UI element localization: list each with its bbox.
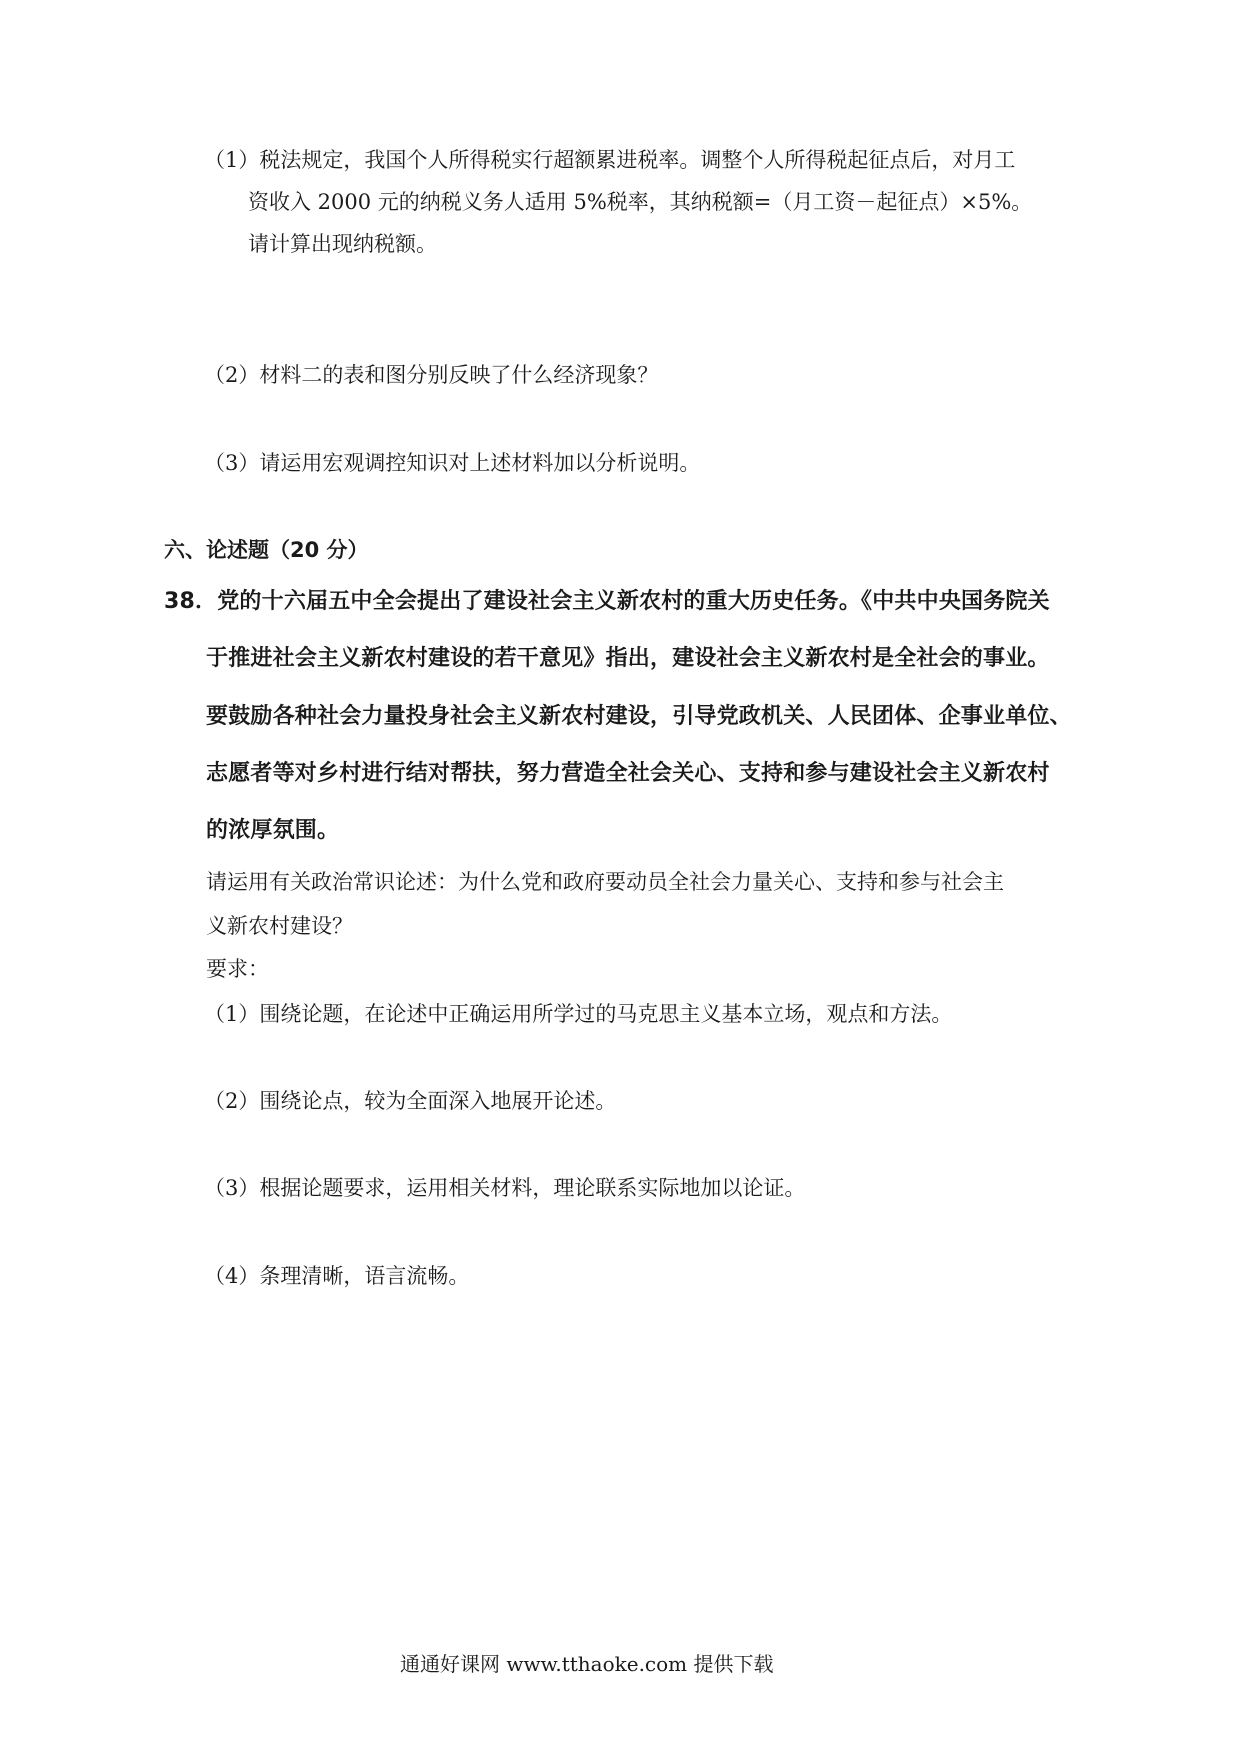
requirement-3: （3）根据论题要求，运用相关材料，理论联系实际地加以论证。: [204, 1176, 806, 1200]
page-footer: 通通好课网 www.tthaoke.com 提供下载: [400, 1652, 774, 1676]
question-38-line-1: 38．党的十六届五中全会提出了建设社会主义新农村的重大历史任务。《中共中央国务院关: [164, 589, 1050, 614]
section-heading: 六、论述题（20 分）: [164, 538, 369, 562]
requirement-2: （2）围绕论点，较为全面深入地展开论述。: [204, 1089, 617, 1113]
question-38-line-4: 志愿者等对乡村进行结对帮扶，努力营造全社会关心、支持和参与建设社会主义新农村: [206, 761, 1050, 786]
subquestion-1-line-2: 资收入 2000 元的纳税义务人适用 5%税率，其纳税额=（月工资－起征点）×5%。: [248, 190, 1033, 214]
question-38-line-2: 于推进社会主义新农村建设的若干意见》指出，建设社会主义新农村是全社会的事业。: [206, 646, 1050, 671]
question-38-line-5: 的浓厚氛围。: [206, 818, 340, 843]
requirement-4: （4）条理清晰，语言流畅。: [204, 1264, 470, 1288]
subquestion-3: （3）请运用宏观调控知识对上述材料加以分析说明。: [204, 451, 701, 475]
requirements-label: 要求：: [206, 957, 269, 981]
subquestion-1-line-3: 请计算出现纳税额。: [248, 232, 437, 256]
subquestion-2: （2）材料二的表和图分别反映了什么经济现象？: [204, 363, 659, 387]
question-38-prompt-line-2: 义新农村建设？: [206, 914, 353, 938]
question-38-line-3: 要鼓励各种社会力量投身社会主义新农村建设，引导党政机关、人民团体、企事业单位、: [206, 704, 1072, 729]
requirement-1: （1）围绕论题，在论述中正确运用所学过的马克思主义基本立场，观点和方法。: [204, 1002, 953, 1026]
question-38-prompt-line-1: 请运用有关政治常识论述：为什么党和政府要动员全社会力量关心、支持和参与社会主: [206, 870, 1004, 894]
subquestion-1-line-1: （1）税法规定，我国个人所得税实行超额累进税率。调整个人所得税起征点后，对月工: [204, 148, 1016, 172]
